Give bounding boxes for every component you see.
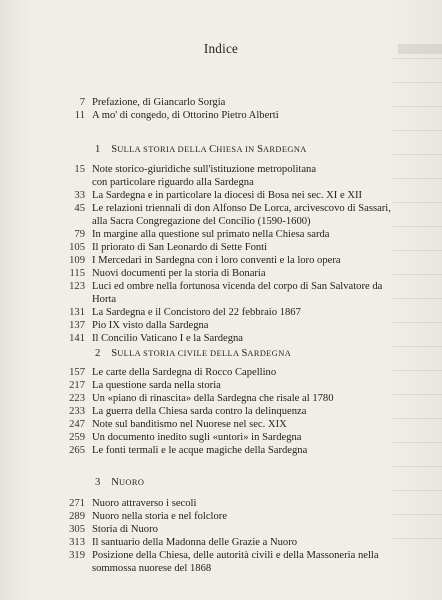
toc-page-number: 217 <box>69 380 85 391</box>
toc-page-number: 7 <box>79 97 85 108</box>
toc-entry-text: Le carte della Sardegna di Rocco Capellino <box>92 367 277 378</box>
toc-entry-text: sommossa nuorese del 1868 <box>92 563 212 574</box>
toc-entry-text: Il santuario della Madonna delle Grazie a Nuoro <box>92 537 298 548</box>
toc-page-number: 33 <box>74 190 85 201</box>
page-title: Indice <box>203 41 239 56</box>
toc-page-number: 109 <box>69 255 85 266</box>
toc-page-number: 223 <box>69 393 85 404</box>
toc-page-number: 15 <box>74 164 85 175</box>
section-number: 3 <box>95 477 101 488</box>
toc-entry-text: Il Concilio Vaticano I e la Sardegna <box>92 333 244 344</box>
toc-entry-text: I Mercedari in Sardegna con i loro conventi e la loro opera <box>92 255 341 266</box>
toc-page-number: 123 <box>69 281 85 292</box>
toc-page-number: 141 <box>69 333 85 344</box>
toc-entry-text: Nuovi documenti per la storia di Bonaria <box>92 268 266 279</box>
toc-entry-text: Prefazione, di Giancarlo Sorgia <box>92 97 226 108</box>
toc-entry-text: In margine alla questione sul primato nella Chiesa sarda <box>92 229 330 240</box>
section-number: 2 <box>95 348 101 359</box>
toc-entry-text: Nuoro nella storia e nel folclore <box>92 511 228 522</box>
toc-entry-text: Nuoro attraverso i secoli <box>92 498 197 509</box>
section-number: 1 <box>95 144 101 155</box>
toc-entry-text: A mo' di congedo, di Ottorino Pietro Alberti <box>92 110 279 121</box>
toc-page-number: 271 <box>69 498 85 509</box>
toc-page-number: 137 <box>69 320 85 331</box>
toc-page-number: 11 <box>74 110 85 121</box>
toc-entry-text: La Sardegna e il Concistoro del 22 febbraio 1867 <box>92 307 301 318</box>
toc-page-number: 45 <box>74 203 85 214</box>
toc-entry-text: Un documento inedito sugli «untori» in Sardegna <box>92 432 302 443</box>
toc-entry-text: Pio IX visto dalla Sardegna <box>92 320 209 331</box>
toc-page-number: 115 <box>69 268 85 279</box>
toc-entry-text: Note sul banditismo nel Nuorese nel sec. XIX <box>92 419 287 430</box>
toc-entry-text: Storia di Nuoro <box>92 524 158 535</box>
toc-entry-text: La guerra della Chiesa sarda contro la delinquenza <box>92 406 307 417</box>
toc-entry-text: alla Sacra Congregazione del Concilio (1590-1600) <box>92 216 311 227</box>
toc-page-number: 259 <box>69 432 85 443</box>
toc-entry-text: Un «piano di rinascita» della Sardegna che risale al 1780 <box>92 393 334 404</box>
toc-entry-text: Le fonti termali e le acque magiche della Sardegna <box>92 445 308 456</box>
toc-page-number: 131 <box>69 307 85 318</box>
toc-page-number: 319 <box>69 550 85 561</box>
toc-entry-text: Luci ed ombre nella fortunosa vicenda del corpo di San Salvatore da <box>92 281 383 292</box>
section-heading-3: 3 NUORO <box>95 477 145 488</box>
toc-page-number: 79 <box>74 229 85 240</box>
toc-page-number: 265 <box>69 445 85 456</box>
toc-entry-text: Il priorato di San Leonardo di Sette Fonti <box>92 242 268 253</box>
toc-page-number: 105 <box>69 242 85 253</box>
toc-entry-text: Note storico-giuridiche sull'istituzione metropolitana <box>92 164 317 175</box>
toc-entry-text: Le relazioni triennali di don Alfonso De Lorca, arcivescovo di Sassari, <box>92 203 391 214</box>
toc-entry-text: La questione sarda nella storia <box>92 380 221 391</box>
toc-entry-text: con particolare riguardo alla Sardegna <box>92 177 254 188</box>
toc-page-number: 233 <box>69 406 85 417</box>
toc-page-number: 305 <box>69 524 85 535</box>
toc-page-number: 247 <box>69 419 85 430</box>
toc-entry-text: Horta <box>92 294 117 305</box>
toc-page-number: 313 <box>69 537 85 548</box>
section-heading-1: 1 SULLA STORIA DELLA CHIESA IN SARDEGNA <box>95 144 307 155</box>
toc-page-number: 157 <box>69 367 85 378</box>
toc-entry-text: La Sardegna e in particolare la diocesi di Bosa nei sec. XI e XII <box>92 190 363 201</box>
section-heading-2: 2 SULLA STORIA CIVILE DELLA SARDEGNA <box>95 348 292 359</box>
toc-entry-text: Posizione della Chiesa, delle autorità civili e della Massoneria nella <box>92 550 379 561</box>
toc-page-number: 289 <box>69 511 85 522</box>
